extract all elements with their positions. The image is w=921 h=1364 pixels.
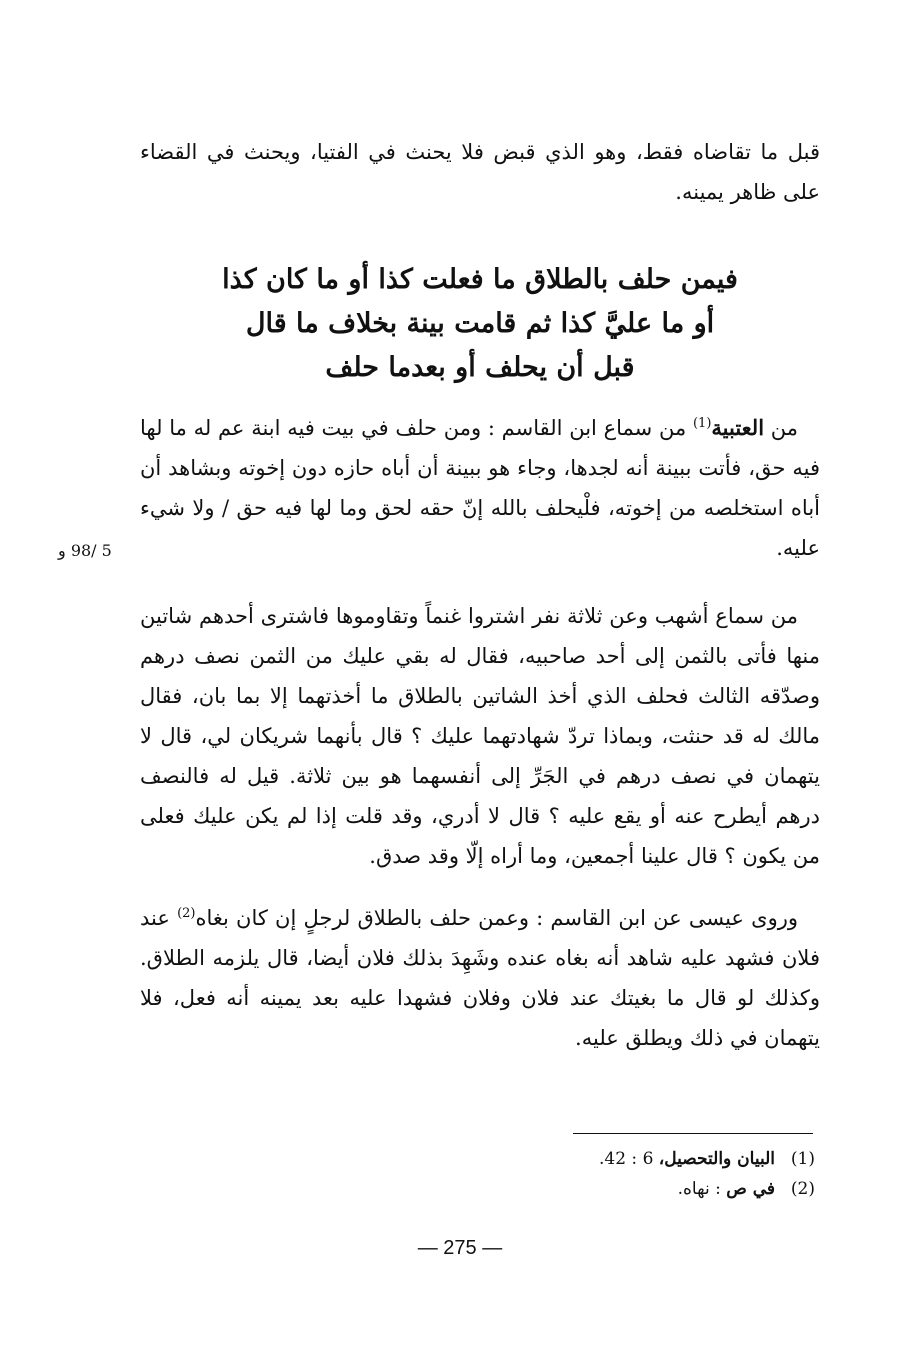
heading-line-2: أو ما عليَّ كذا ثم قامت بينة بخلاف ما قال (245, 308, 715, 339)
intro-paragraph (140, 132, 820, 212)
para1-text: من سماع ابن القاسم : ومن حلف في بيت فيه ابنة عم له ما لها فيه حق، فأتت ببينة أنه لجدها، وجاء هو ببينة أن أباه حازه دون إخوته وبشاهد أن أباه استخلصه من إخوته، فلْيحلف بالله إنّ حقه لحق وما لها فيه حق / ولا شيء عليه. (140, 416, 820, 560)
footnote-marker-2: (2) (177, 906, 196, 921)
paragraph-3 (140, 898, 820, 1058)
footnote-source: البيان والتحصيل، (658, 1149, 775, 1169)
footnote-marker-1: (1) (692, 416, 712, 431)
page-number: — 275 — (417, 1237, 503, 1259)
para2-text: من سماع أشهب وعن ثلاثة نفر اشتروا غنماً وتقاوموها فاشترى أحدهم شاتين منها فأتى بالثمن إلى أحد صاحبيه، فقال له بقي عليك من الثمن نصف درهم وصدّقه الثالث فحلف الذي أخذ الشاتين بالطلاق ما أخذتهما إلا بما بان، فقال مالك له قد حنثت، وبماذا تردّ شهادتهما عليك ؟ قال بأنهما شريكان لي، قال لا يتهمان في نصف درهم في الجَرِّ إلى أنفسهما هو بين ثلاثة. قيل له فالنصف درهم أيطرح عنه أو يقع عليه ؟ قال لا أدري، وقد قلت إذا لم يكن عليك فعلى من يكون ؟ قال علينا أجمعين، وما أراه إلّا وقد صدق. (140, 604, 820, 868)
footnote-source: في ص (726, 1179, 775, 1199)
footnotes (440, 1144, 815, 1204)
source-title: العتبية (711, 415, 765, 440)
para3-text-before: وروى عيسى عن ابن القاسم : وعمن حلف بالطلاق لرجلٍ إن كان بغاه (195, 906, 798, 930)
heading-line-3: قبل أن يحلف أو بعدما حلف (325, 352, 635, 383)
footnote-divider (573, 1133, 813, 1134)
margin-folio-note: 5 /98 و (58, 541, 112, 560)
section-heading (140, 258, 820, 390)
footnote-2 (440, 1174, 815, 1204)
para3-text-after: عند فلان فشهد عليه شاهد أنه بغاه عنده وشَهِدَ بذلك فلان أيضا، قال يلزمه الطلاق. وكذلك لو قال ما بغيتك عند فلان وفلان فشهدا عليه بعد يمينه أنه فعل، فلا يتهمان في ذلك ويطلق عليه. (140, 906, 820, 1050)
footnote-text: 6 : 42. (598, 1149, 659, 1169)
paragraph-2 (140, 596, 820, 876)
intro-text: قبل ما تقاضاه فقط، وهو الذي قبض فلا يحنث في الفتيا، ويحنث في القضاء على ظاهر يمينه. (140, 140, 820, 204)
footnote-1 (440, 1144, 815, 1174)
footnote-number: (2) (790, 1179, 815, 1199)
footnote-text: : نهاه. (677, 1179, 727, 1199)
heading-line-1: فيمن حلف بالطلاق ما فعلت كذا أو ما كان كذا (222, 264, 738, 295)
paragraph-1 (140, 408, 820, 568)
footnote-number: (1) (790, 1149, 815, 1169)
para1-lead: من (764, 416, 798, 440)
